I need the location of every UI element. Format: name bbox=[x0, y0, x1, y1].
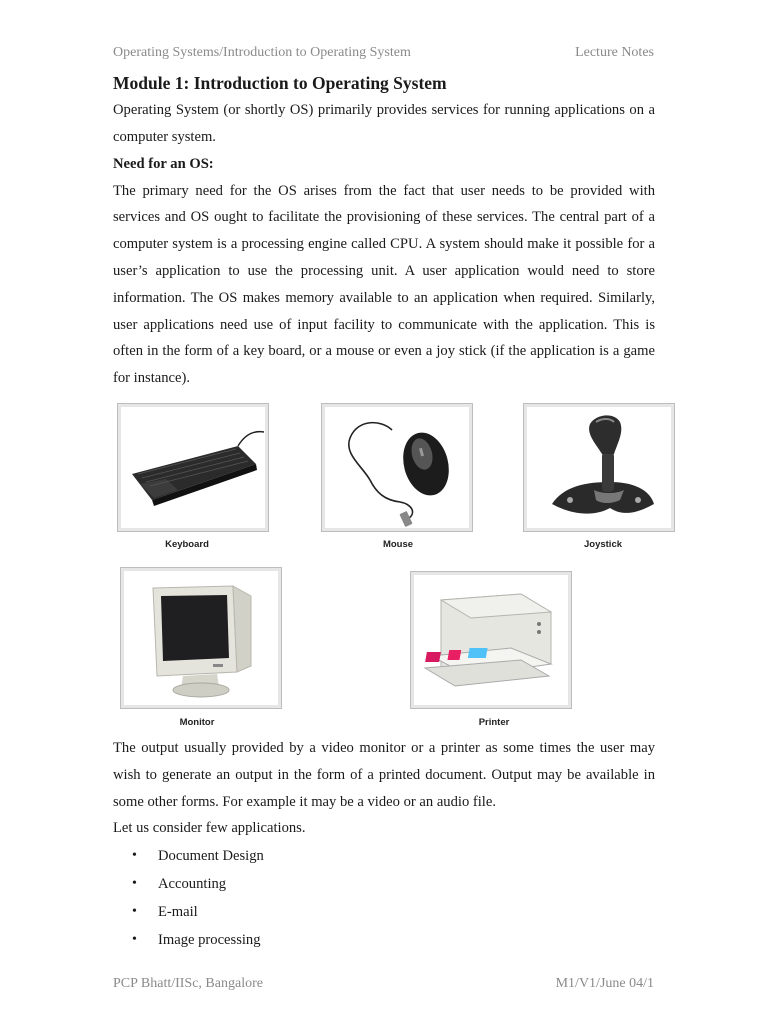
page-header bbox=[113, 45, 654, 61]
joystick-figure bbox=[523, 403, 675, 532]
list-item: • Image processing bbox=[113, 926, 655, 954]
page-footer bbox=[113, 976, 654, 992]
list-item: • Accounting bbox=[113, 870, 655, 898]
applications-intro: Let us consider few applications. bbox=[113, 820, 306, 837]
list-item: • Document Design bbox=[113, 842, 655, 870]
header-course-title: Operating Systems/Introduction to Operating System bbox=[113, 45, 411, 60]
need-paragraph: The primary need for the OS arises from the fact that user needs to be provided with services and OS ought to facilitate the provisioning of these services. The central part of a computer system is a processing engine called CPU. A system should make it possible for a user’s application to use the processing unit. A user application would need to store information. The OS makes memory available to an application when required. Similarly, user applications need use of input facility to communicate with the application. This is often in the form of a key board, or a mouse or even a joy stick (if the application is a game for instance). bbox=[113, 182, 655, 387]
printer-figure bbox=[410, 571, 572, 709]
monitor-icon bbox=[121, 568, 281, 708]
main-content bbox=[113, 70, 655, 392]
keyboard-figure bbox=[117, 403, 269, 532]
intro-paragraph: Operating System (or shortly OS) primarily provides services for running applications on a computer system. bbox=[113, 102, 655, 145]
output-section bbox=[113, 735, 655, 954]
monitor-figure bbox=[120, 567, 282, 709]
mouse-caption: Mouse bbox=[382, 539, 414, 550]
keyboard-caption: Keyboard bbox=[165, 539, 209, 550]
need-heading: Need for an OS: bbox=[113, 155, 214, 172]
mouse-figure bbox=[321, 403, 473, 532]
printer-icon bbox=[411, 572, 571, 708]
list-item: • E-mail bbox=[113, 898, 655, 926]
monitor-caption: Monitor bbox=[179, 717, 215, 728]
header-doc-type: Lecture Notes bbox=[575, 45, 654, 60]
printer-caption: Printer bbox=[478, 717, 510, 728]
keyboard-icon bbox=[118, 404, 268, 531]
page-title: Module 1: Introduction to Operating System bbox=[113, 73, 447, 93]
joystick-caption: Joystick bbox=[583, 539, 623, 550]
footer-page-ref: M1/V1/June 04/1 bbox=[555, 976, 654, 991]
joystick-icon bbox=[524, 404, 674, 531]
mouse-icon bbox=[322, 404, 472, 531]
output-paragraph: The output usually provided by a video monitor or a printer as some times the user may wish to generate an output in the form of a printed document. Output may be available in some other forms. For example it may be a video or an audio file. bbox=[113, 740, 655, 810]
footer-author: PCP Bhatt/IISc, Bangalore bbox=[113, 976, 263, 991]
applications-list bbox=[113, 842, 655, 954]
